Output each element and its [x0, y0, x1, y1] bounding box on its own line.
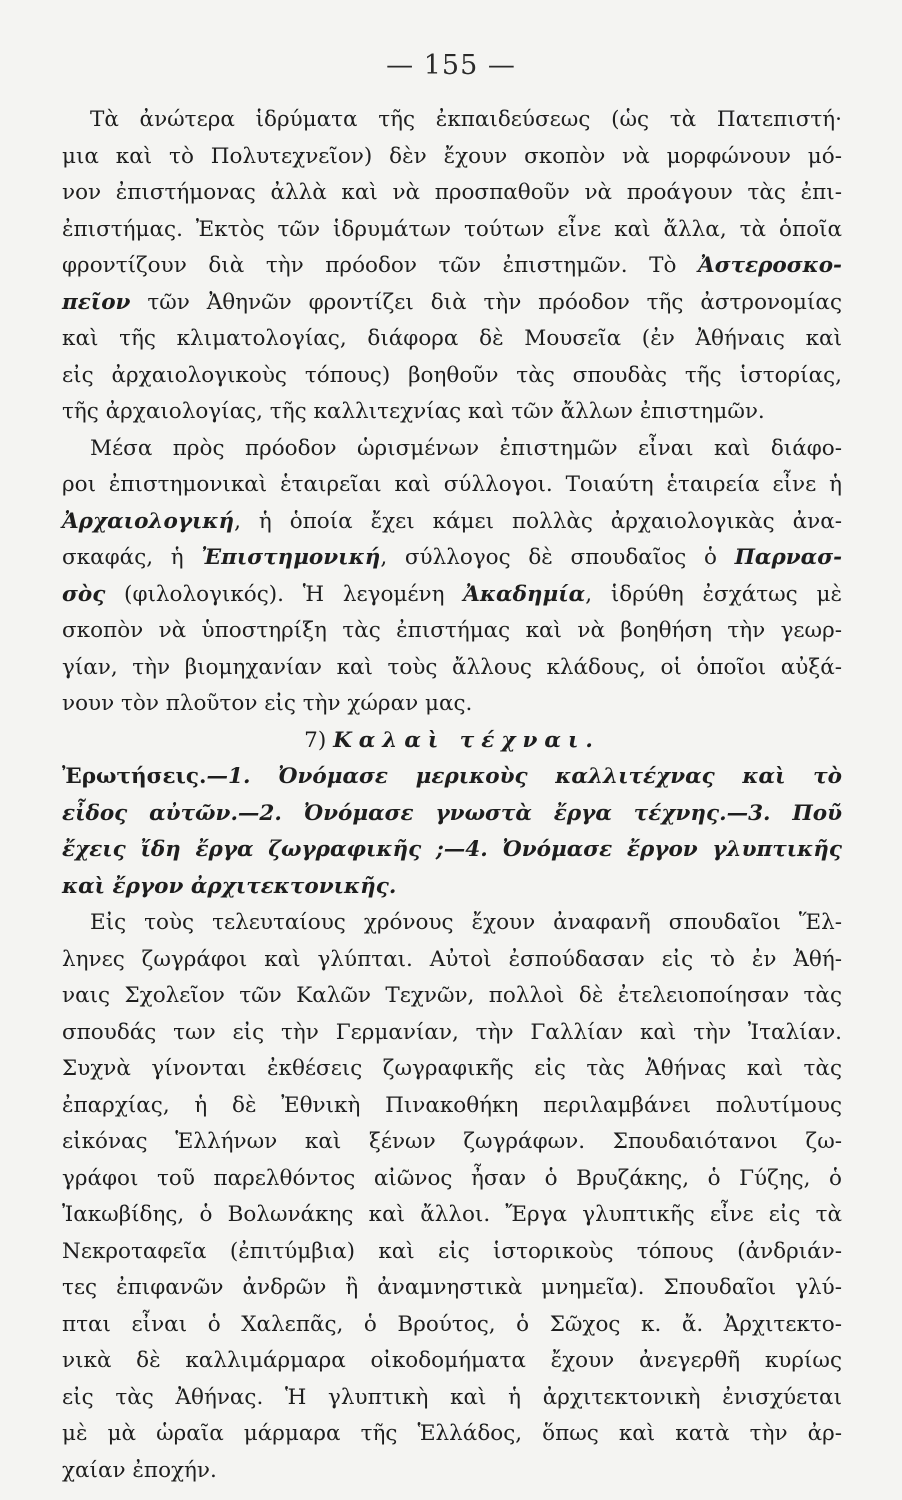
text-line: εἰς τὰς Ἀθήνας. Ἡ γλυπτικὴ καὶ ἡ ἀρχιτεκτονικὴ ἐνισχύεται	[62, 1384, 842, 1410]
text-line: νον ἐπιστήμονας ἀλλὰ καὶ νὰ προσπαθοῦν νὰ προάγουν τὰς ἐπι-	[62, 180, 842, 205]
text-line: σκαφάς, ἡ Ἐπιστημονική, σύλλογος δὲ σπουδαῖος ὁ Παρνασ-	[62, 545, 842, 570]
term-observatory-cont: πεῖον	[62, 289, 131, 315]
text-line: σπουδάς των εἰς τὴν Γερμανίαν, τὴν Γαλλίαν καὶ τὴν Ἰταλίαν.	[62, 1019, 842, 1045]
text-line: γράφοι τοῦ παρελθόντος αἰῶνος ἦσαν ὁ Βρυζάκης, ὁ Γύζης, ὁ	[62, 1165, 842, 1191]
text-line: ἐπαρχίας, ἡ δὲ Ἐθνικὴ Πινακοθήκη περιλαμβάνει πολυτίμους	[62, 1092, 842, 1118]
text-line: τες ἐπιφανῶν ἀνδρῶν ἢ ἀναμνηστικὰ μνημεῖα). Σπουδαῖοι γλύ-	[62, 1275, 842, 1300]
text-line: τῆς ἀρχαιολογίας, τῆς καλλιτεχνίας καὶ τῶν ἄλλων ἐπιστημῶν.	[62, 399, 765, 424]
text-line: Συχνὰ γίνονται ἐκθέσεις ζωγραφικῆς εἰς τὰς Ἀθήνας καὶ τὰς	[62, 1056, 842, 1081]
questions-line: εἶδος αὐτῶν.—2. Ὀνόμασε γνωστὰ ἔργα τέχνης.—3. Ποῦ	[62, 800, 842, 826]
questions-line: Ἐρωτήσεις.—1. Ὀνόμασε μερικοὺς καλλιτέχνας καὶ τὸ	[62, 764, 842, 789]
section-heading: 7) Καλαὶ τέχναι.	[304, 727, 600, 753]
text-line: σκοπὸν νὰ ὑποστηρίξη τὰς ἐπιστήμας καὶ νὰ βοηθήση τὴν γεωρ-	[62, 618, 842, 643]
text-line: εἰς ἀρχαιολογικοὺς τόπους) βοηθοῦν τὰς σπουδὰς τῆς ἱστορίας,	[62, 362, 842, 388]
text-line: Ἀρχαιολογική, ἡ ὁποία ἔχει κάμει πολλὰς ἀρχαιολογικὰς ἀνα-	[62, 508, 842, 534]
questions-line: καὶ ἔργον ἀρχιτεκτονικῆς.	[62, 873, 397, 899]
text-line: πεῖον τῶν Ἀθηνῶν φροντίζει διὰ τὴν πρόοδον τῆς ἀστρονομίας	[62, 289, 842, 315]
text-line: σὸς (φιλολογικός). Ἡ λεγομένη Ἀκαδημία, ἱδρύθη ἐσχάτως μὲ	[62, 581, 842, 607]
term-scientific: Ἐπιστημονική	[201, 545, 381, 570]
text-line: εἰκόνας Ἑλλήνων καὶ ξένων ζωγράφων. Σπουδαιότανοι ζω-	[62, 1129, 842, 1154]
text-line: Εἰς τοὺς τελευταίους χρόνους ἔχουν ἀναφανῆ σπουδαῖοι Ἕλ-	[90, 910, 842, 935]
text-line: ληνες ζωγράφοι καὶ γλύπται. Αὐτοὶ ἐσπούδασαν εἰς τὸ ἐν Ἀθή-	[62, 946, 842, 972]
text-line: Μέσα πρὸς πρόοδον ὡρισμένων ἐπιστημῶν εἶναι καὶ διάφο-	[90, 435, 842, 461]
text-line: πται εἶναι ὁ Χαλεπᾶς, ὁ Βρούτος, ὁ Σῶχος κ. ἄ. Ἀρχιτεκτο-	[62, 1311, 842, 1337]
text-line: Ἰακωβίδης, ὁ Βολωνάκης καὶ ἄλλοι. Ἔργα γλυπτικῆς εἶνε εἰς τὰ	[62, 1202, 842, 1227]
text-line: μια καὶ τὸ Πολυτεχνεῖον) δὲν ἔχουν σκοπὸν νὰ μορφώνουν μό-	[62, 143, 842, 169]
section-title: Καλαὶ τέχναι.	[333, 727, 600, 753]
text-line: Τὰ ἀνώτερα ἱδρύματα τῆς ἐκπαιδεύσεως (ὡς τὰ Πατεπιστή·	[90, 107, 842, 132]
term-archaeological: Ἀρχαιολογική	[62, 508, 235, 534]
text-line: ναις Σχολεῖον τῶν Καλῶν Τεχνῶν, πολλοὶ δὲ ἐτελειοποίησαν τὰς	[62, 983, 842, 1008]
body-text	[62, 102, 842, 1489]
text-line: ροι ἐπιστημονικαὶ ἑταιρεῖαι καὶ σύλλογοι. Τοιαύτη ἑταιρεία εἶνε ἡ	[62, 472, 842, 497]
text-line: γίαν, τὴν βιομηχανίαν καὶ τοὺς ἄλλους κλάδους, οἱ ὁποῖοι αὐξά-	[62, 654, 842, 680]
term-observatory: Ἀστεροσκο-	[698, 253, 842, 278]
text-line: φροντίζουν διὰ τὴν πρόοδον τῶν ἐπιστημῶν. Τὸ Ἀστεροσκο-	[62, 253, 842, 278]
page-number: — 155 —	[386, 50, 516, 81]
term-parnassos: Παρνασ-	[734, 545, 842, 570]
text-line: νικὰ δὲ καλλιμάρμαρα οἰκοδομήματα ἔχουν ἀνεγερθῆ κυρίως	[62, 1348, 842, 1373]
text-line: χαίαν ἐποχήν.	[62, 1457, 217, 1483]
text-line: μὲ μὰ ὡραῖα μάρμαρα τῆς Ἑλλάδος, ὅπως καὶ κατὰ τὴν ἀρ-	[62, 1421, 842, 1446]
term-academy: Ἀκαδημία	[463, 581, 586, 607]
text-line: καὶ τῆς κλιματολογίας, διάφορα δὲ Μουσεῖα (ἐν Ἀθήναις καὶ	[62, 326, 842, 351]
text-line: ἐπιστήμας. Ἐκτὸς τῶν ἱδρυμάτων τούτων εἶνε καὶ ἄλλα, τὰ ὁποῖα	[62, 216, 842, 242]
text-line: Νεκροταφεῖα (ἐπιτύμβια) καὶ εἰς ἱστορικοὺς τόπους (ἀνδριάν-	[62, 1238, 842, 1264]
term-parnassos-cont: σὸς	[62, 581, 106, 607]
questions-line: ἔχεις ἴδη ἔργα ζωγραφικῆς ;—4. Ὀνόμασε ἔργον γλυπτικῆς	[62, 837, 842, 862]
text-line: νουν τὸν πλοῦτον εἰς τὴν χώραν μας.	[62, 691, 473, 716]
questions-label: Ἐρωτήσεις.	[62, 764, 207, 789]
